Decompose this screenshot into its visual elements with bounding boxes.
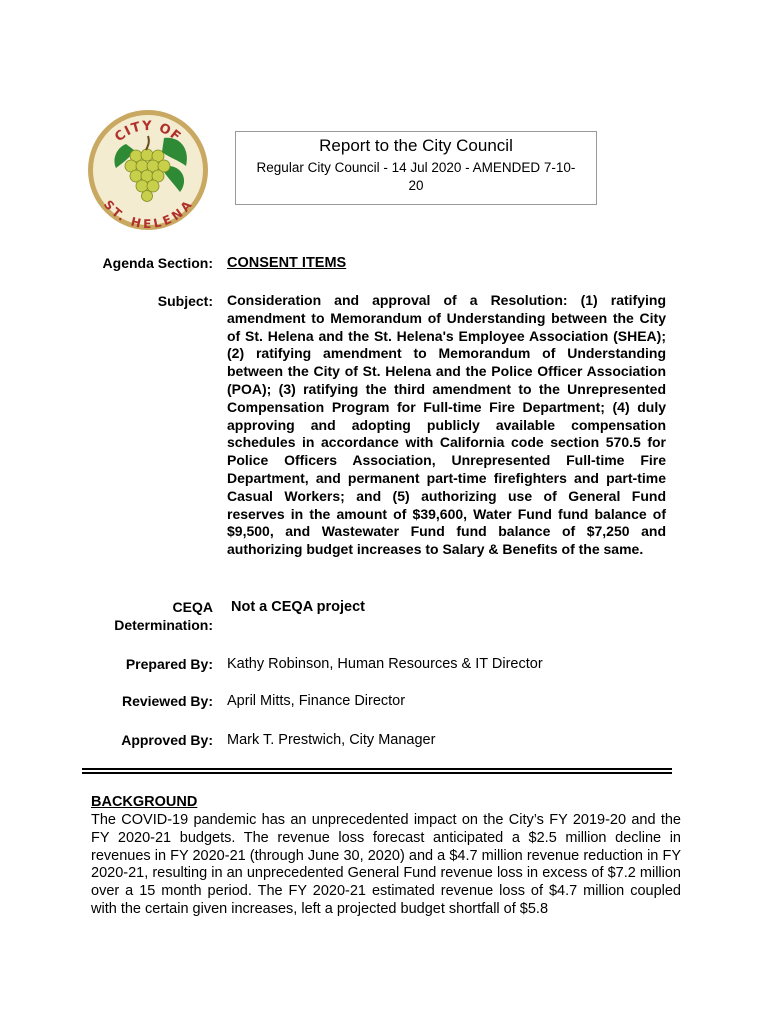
agenda-section-label: Agenda Section: bbox=[102, 255, 213, 271]
approved-by-value: Mark T. Prestwich, City Manager bbox=[227, 732, 436, 748]
meeting-subtitle: Regular City Council - 14 Jul 2020 - AMENDED 7-10-20 bbox=[256, 160, 576, 193]
agenda-section-value: CONSENT ITEMS bbox=[227, 255, 347, 271]
report-title: Report to the City Council bbox=[319, 136, 513, 155]
seal-text-top: CITY OF bbox=[112, 118, 184, 146]
prepared-by-label: Prepared By: bbox=[125, 656, 213, 672]
report-title-box bbox=[235, 131, 597, 205]
approved-by-label: Approved By: bbox=[121, 732, 213, 748]
background-text: The COVID-19 pandemic has an unprecedented impact on the City’s FY 2019-20 and the FY 2020-21 budgets. The revenue loss forecast anticipated a $2.5 million decline in revenues in FY 2020-21 (through June 30, 2020) and a $4.7 million revenue reduction in FY 2020-21, resulting in an unprecedented General Fund revenue loss in excess of $7.2 million over a 15 month period. The FY 2020-21 estimated revenue loss of $4.7 million coupled with the certain given increases, left a projected budget shortfall of $5.8 bbox=[91, 812, 681, 917]
subject-text: Consideration and approval of a Resolution: (1) ratifying amendment to Memorandum of Understanding between the City of St. Helena and the St. Helena's Employee Association (SHEA); (2) ratifying amendment to Memorandum of Understanding between the City of St. Helena and the Police Officer Association (POA); (3) ratifying the third amendment to the Unrepresented Compensation Program for Full-time Fire Department; (4) duly approving and adopting publicly available compensation schedules in accordance with California code section 570.5 for Police Officers Association, Unrepresented Full-time Fire Department, and permanent part-time firefighters and part-time Casual Workers; and (5) authorizing use of General Fund reserves in the amount of $39,600, Water Fund fund balance of $9,500, and Wastewater Fund fund balance of $7,250 and authorizing budget increases to Salary & Benefits of the same. bbox=[227, 292, 666, 558]
ceqa-value: Not a CEQA project bbox=[231, 599, 366, 615]
reviewed-by-label: Reviewed By: bbox=[121, 693, 213, 709]
reviewed-by-value: April Mitts, Finance Director bbox=[227, 693, 406, 709]
prepared-by-value: Kathy Robinson, Human Resources & IT Director bbox=[227, 656, 543, 672]
seal-text-bottom: ST. HELENA bbox=[100, 197, 196, 232]
background-heading: BACKGROUND bbox=[91, 794, 198, 810]
subject-label: Subject: bbox=[157, 293, 213, 309]
ceqa-label-line1: CEQA bbox=[172, 599, 213, 615]
city-seal-logo bbox=[86, 108, 210, 232]
divider-rule-top bbox=[82, 768, 672, 770]
divider-rule-bottom bbox=[82, 772, 672, 774]
ceqa-label-line2: Determination: bbox=[114, 617, 213, 633]
